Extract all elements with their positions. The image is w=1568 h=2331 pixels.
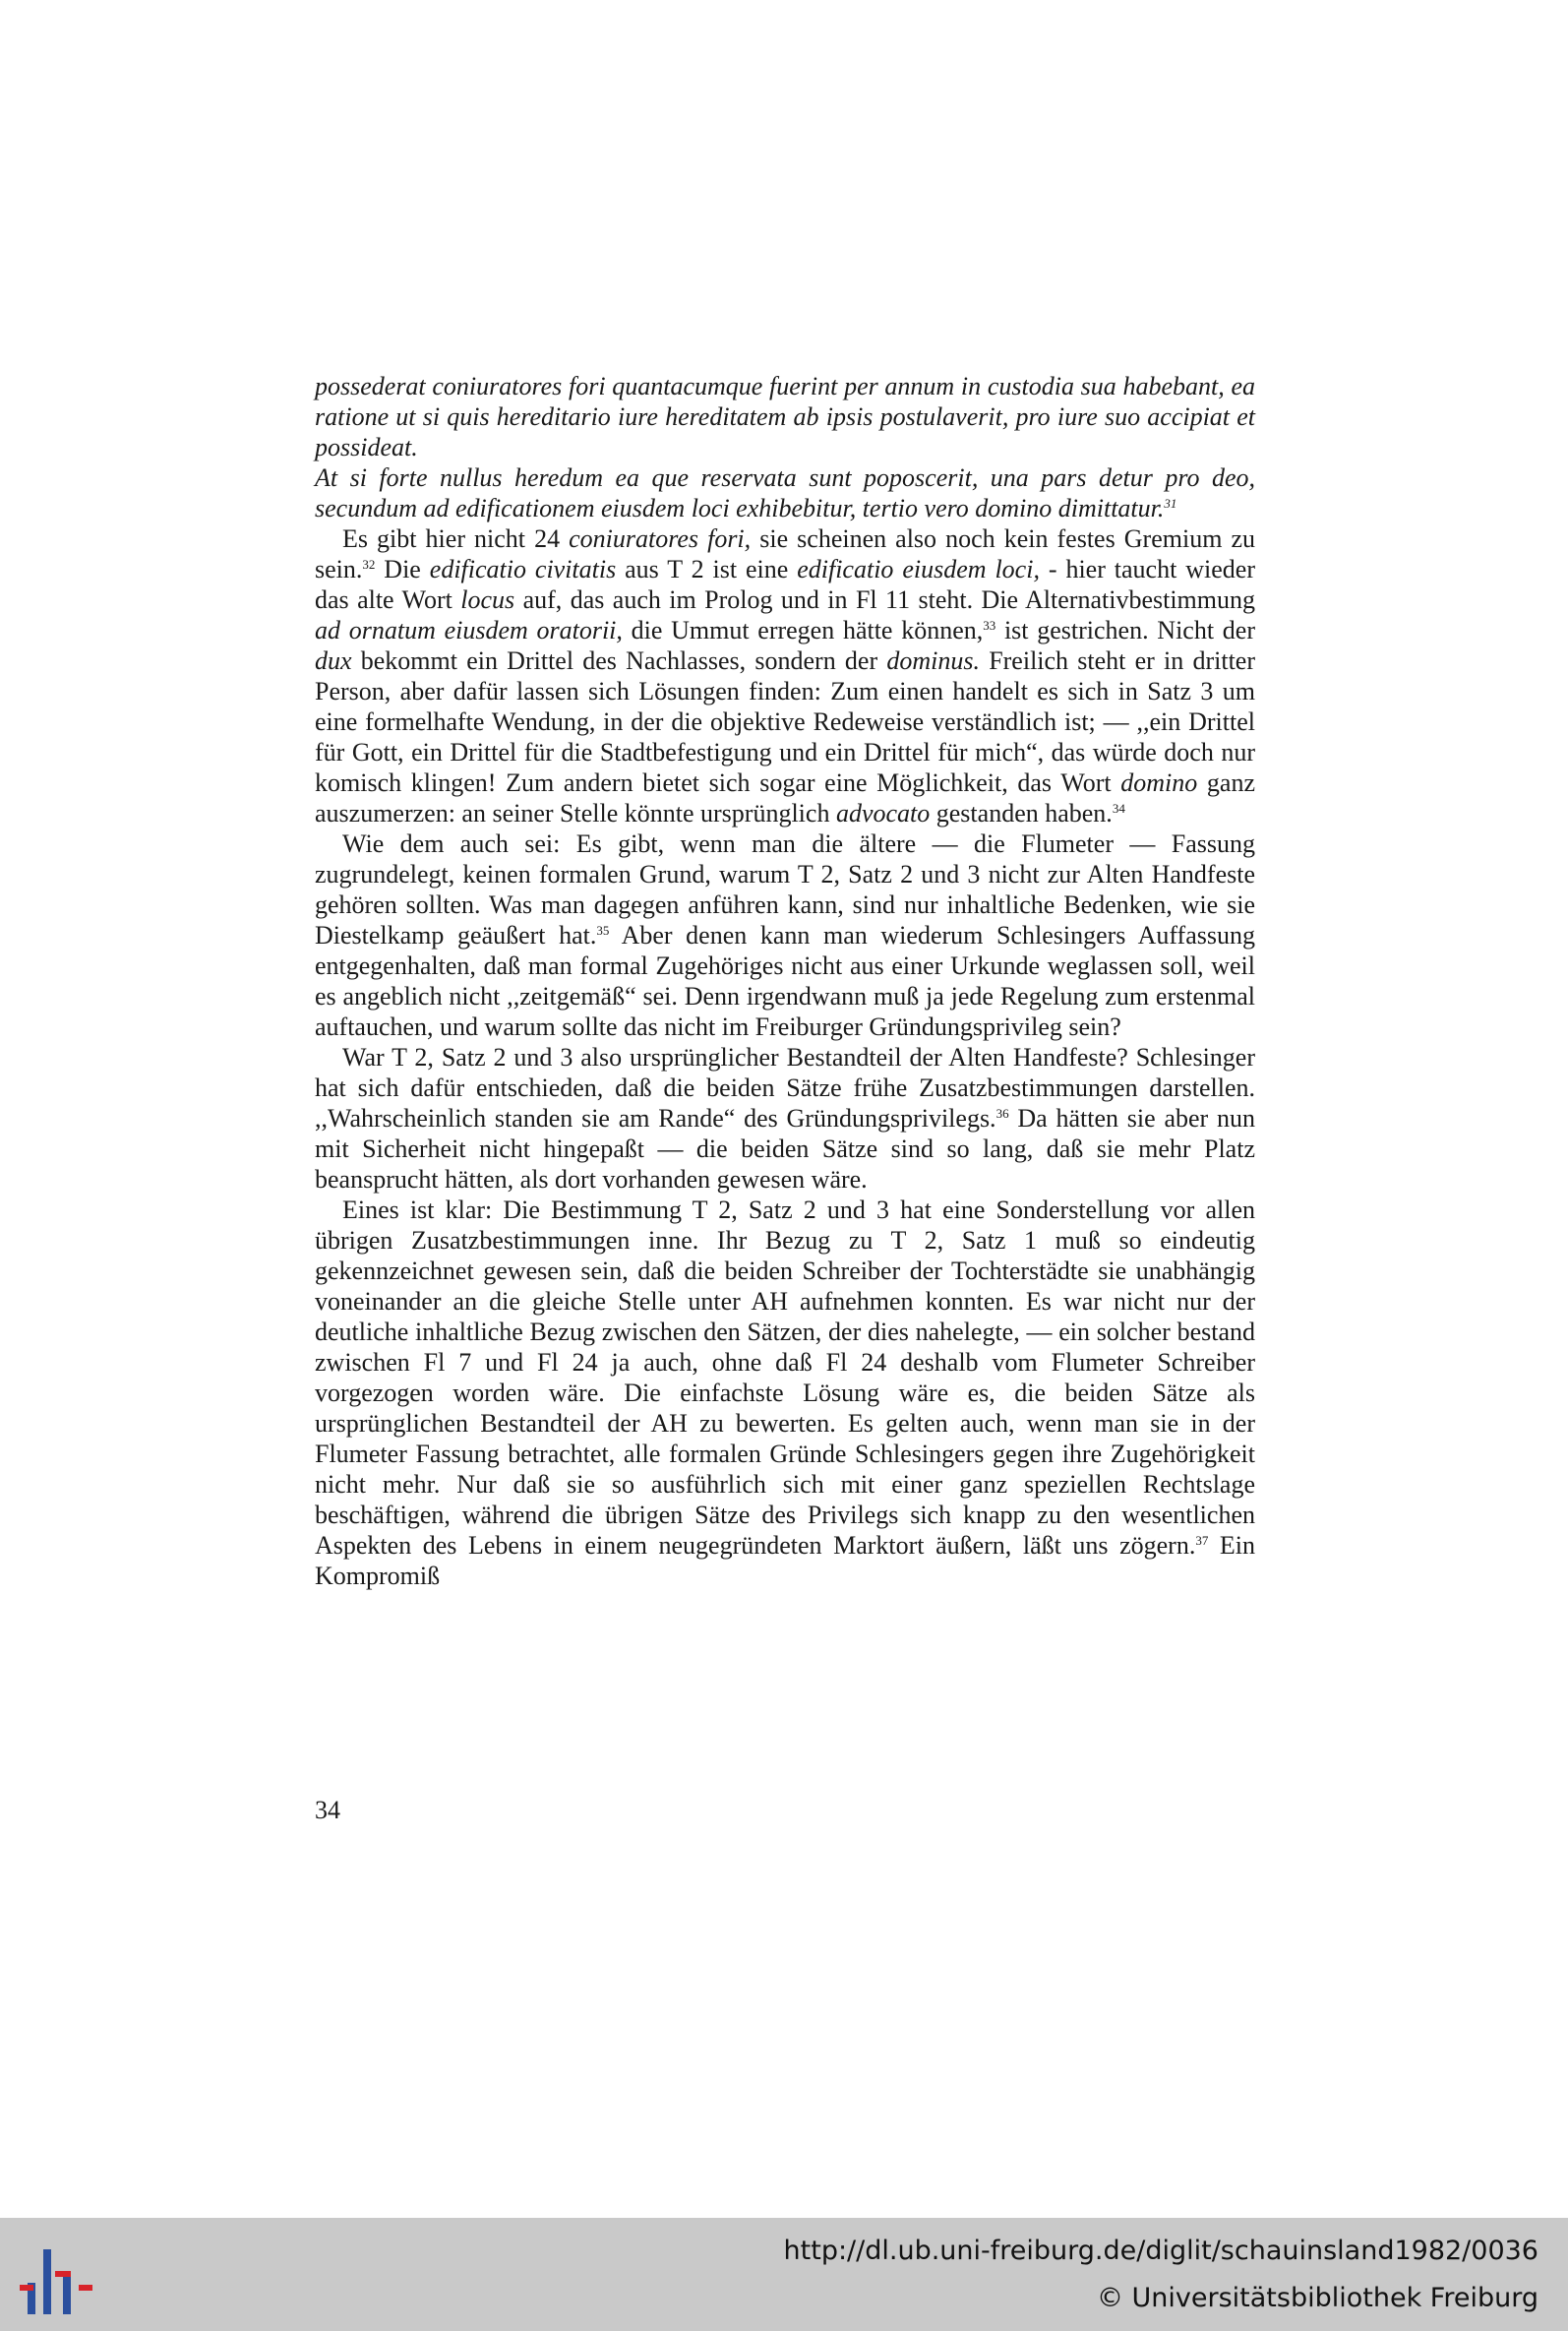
latin-quote-1: possederat coniuratores fori quantacumque fuerint per annum in custodia sua habebant, ea ratione ut si quis hereditario iure hereditatem ab ipsis postulaverit, pro iure suo accipiat et possideat.	[315, 372, 1255, 461]
footnote-ref-31: 31	[1164, 496, 1177, 511]
paragraph-3: War T 2, Satz 2 und 3 also ursprünglicher Bestandteil der Alten Handfeste? Schlesinger hat sich dafür entschieden, daß die beiden Sätze frühe Zusatzbestimmungen darstellen. ,,Wahrscheinlich standen sie am Rande“ des Gründungsprivilegs.$^{36}$ Da hätten sie aber nun mit Sicherheit nicht hingepaßt — die beiden Sätze sind so lang, daß sie mehr Platz beansprucht hätten, als dort vorhanden gewesen wäre.	[315, 1043, 1255, 1194]
permalink-url[interactable]: http://dl.ub.uni-freiburg.de/diglit/schauinsland1982/0036	[783, 2236, 1538, 2266]
main-text	[315, 371, 1255, 1591]
paragraph-1: Es gibt hier nicht 24 coniuratores fori, sie scheinen also noch kein festes Gremium zu sein.$^{32}$ Die edificatio civitatis aus T 2 ist eine edificatio eiusdem loci, - hier taucht wieder das alte Wort locus auf, das auch im Prolog und in Fl 11 steht. Die Alternativbestimmung ad ornatum eiusdem oratorii, die Ummut erregen hätte können,$^{33}$ ist gestrichen. Nicht der dux bekommt ein Drittel des Nachlasses, sondern der dominus. Freilich steht er in dritter Person, aber dafür lassen sich Lösungen finden: Zum einen handelt es sich in Satz 3 um eine formelhafte Wendung, in der die objektive Redeweise verständlich ist; — ,,ein Drittel für Gott, ein Drittel für die Stadtbefestigung und ein Drittel für mich“, das würde doch nur komisch klingen! Zum andern bietet sich sogar eine Möglichkeit, das Wort domino ganz auszumerzen: an seiner Stelle könnte ursprünglich advocato gestanden haben.$^{34}$	[315, 524, 1256, 828]
footnote-ref-34: 34	[1112, 801, 1125, 816]
ub-freiburg-logo-icon	[18, 2238, 98, 2316]
page-number: 34	[315, 1796, 340, 1824]
paragraph-2: Wie dem auch sei: Es gibt, wenn man die ältere — die Flumeter — Fassung zugrundelegt, keinen formalen Grund, warum T 2, Satz 2 und 3 nicht zur Alten Handfeste gehören sollten. Was man dagegen anführen kann, sind nur inhaltliche Bedenken, wie sie Diestelkamp geäußert hat.$^{35}$ Aber denen kann man wiederum Schlesingers Auffassung entgegenhalten, daß man formal Zugehöriges nicht aus einer Urkunde weglassen soll, weil es angeblich nicht ,,zeitgemäß“ sei. Denn irgendwann muß ja jede Regelung zum erstenmal auftauchen, und warum sollte das nicht im Freiburger Gründungsprivileg sein?	[315, 829, 1255, 1041]
footnote-ref-37: 37	[1195, 1533, 1209, 1548]
footnote-ref-35: 35	[596, 923, 610, 938]
footer-bar	[0, 2218, 1568, 2331]
footnote-ref-33: 33	[983, 618, 996, 633]
footnote-ref-32: 32	[362, 557, 376, 572]
copyright-text: © Universitätsbibliothek Freiburg	[1096, 2283, 1538, 2313]
footnote-ref-36: 36	[995, 1106, 1009, 1121]
paragraph-4: Eines ist klar: Die Bestimmung T 2, Satz 2 und 3 hat eine Sonderstellung vor allen übrigen Zusatzbestimmungen inne. Ihr Bezug zu T 2, Satz 1 muß so eindeutig gekennzeichnet gewesen sein, daß die beiden Schreiber der Tochterstädte sie unabhängig voneinander an die gleiche Stelle unter AH aufnehmen konnten. Es war nicht nur der deutliche inhaltliche Bezug zwischen den Sätzen, der dies nahelegte, — ein solcher bestand zwischen Fl 7 und Fl 24 ja auch, ohne daß Fl 24 deshalb vom Flumeter Schreiber vorgezogen worden wäre. Die einfachste Lösung wäre es, die beiden Sätze als ursprünglichen Bestandteil der AH zu bewerten. Es gelten auch, wenn man sie in der Flumeter Fassung betrachtet, alle formalen Gründe Schlesingers gegen ihre Zugehörigkeit nicht mehr. Nur daß sie so ausführlich sich mit einer ganz speziellen Rechtslage beschäftigen, während die übrigen Sätze des Privilegs sich knapp zu den wesentlichen Aspekten des Lebens in einem neugegründeten Marktort äußern, läßt uns zögern.$^{37}$ Ein Kompromiß	[315, 1196, 1256, 1590]
latin-quote-2: At si forte nullus heredum ea que reservata sunt poposcerit, una pars detur pro deo, secundum ad edificationem eiusdem loci exhibebitur, tertio vero domino dimittatur.$^{31}$	[315, 463, 1255, 522]
